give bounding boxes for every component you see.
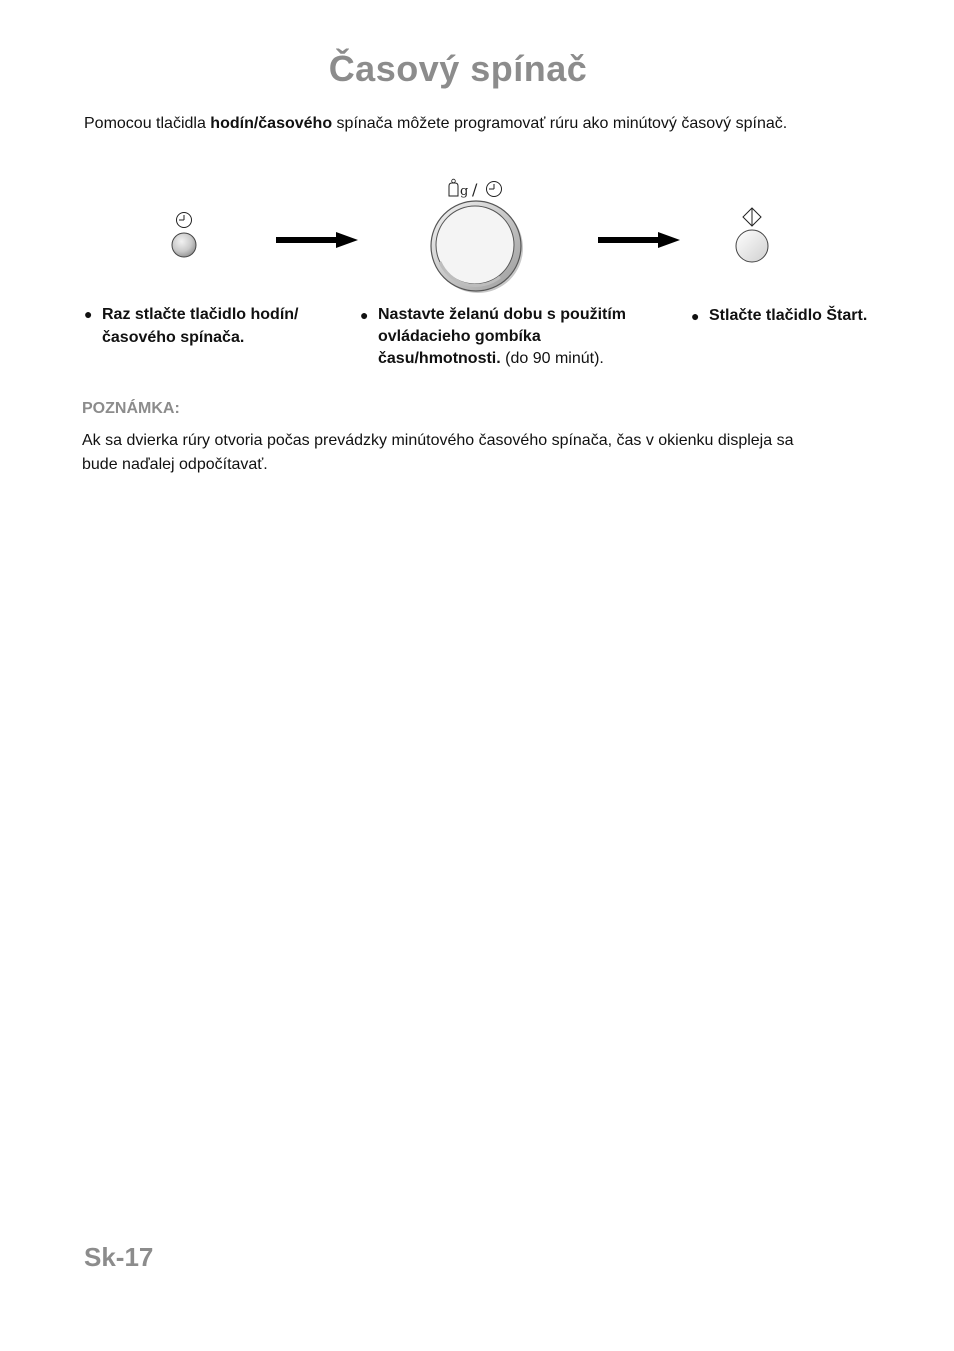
timer-button[interactable] [172, 233, 196, 257]
bullet-icon: ● [691, 308, 700, 324]
time-weight-dial[interactable] [431, 201, 523, 293]
step-2-text [360, 304, 658, 370]
weight-icon [449, 179, 458, 196]
separator-slash: / [472, 180, 478, 199]
page-title: Časový spínač [328, 48, 588, 89]
intro-text-start: Pomocou tlačidla [84, 115, 211, 132]
step-2-bold: Nastavte želanú dobu s použitím ovládacieho gombíka času/hmotnosti. [378, 306, 627, 367]
note-text: Ak sa dvierka rúry otvoria počas prevádzky minútového časového spínača, čas v okienku displeja sa bude naďalej odpočítavať. [82, 432, 794, 473]
step-3-text [691, 304, 909, 328]
bullet-icon: ● [84, 306, 93, 322]
step-1-text [84, 303, 342, 349]
arrow-right-icon [598, 232, 680, 248]
weight-unit-label: g [460, 184, 469, 199]
page-number: Sk-17 [84, 1242, 154, 1272]
start-diamond-icon [743, 208, 761, 226]
step-2-normal: (do 90 minút). [500, 350, 604, 367]
bullet-icon: ● [360, 307, 369, 323]
clock-icon [177, 213, 192, 228]
intro-text-end: spínača môžete programovať rúru ako minútový časový spínač. [332, 115, 788, 132]
note-heading: POZNÁMKA: [82, 400, 180, 417]
start-button[interactable] [736, 230, 768, 262]
step-3-bold: Stlačte tlačidlo Štart. [709, 307, 868, 324]
intro-text-bold: hodín/časového [210, 115, 333, 132]
clock-icon [487, 182, 502, 197]
arrow-right-icon [276, 232, 358, 248]
step-1-bold: Raz stlačte tlačidlo hodín/časového spínača. [102, 306, 299, 346]
procedure-diagram [0, 0, 954, 300]
